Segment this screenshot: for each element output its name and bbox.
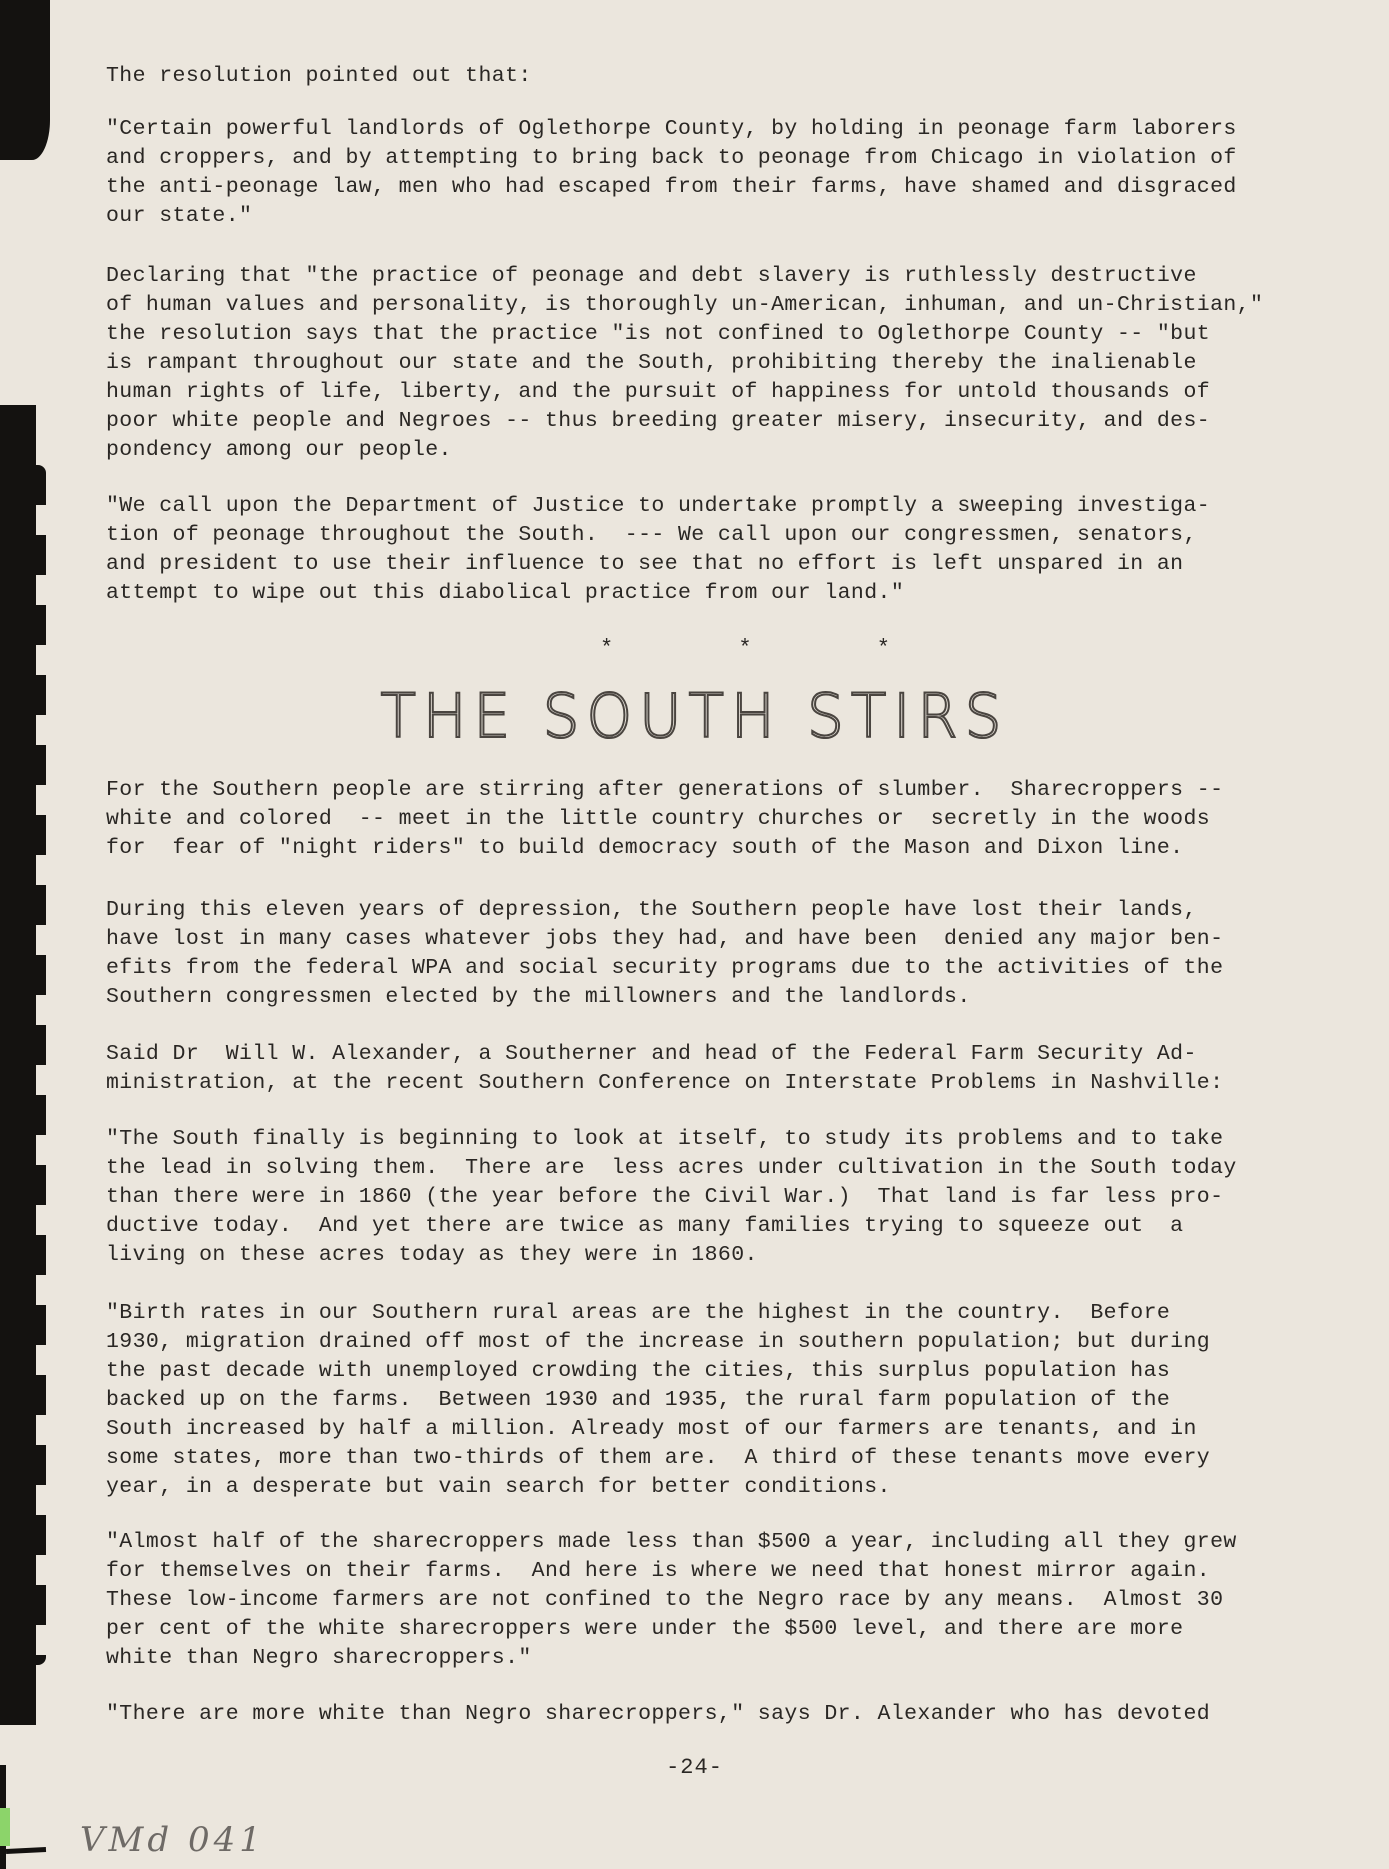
- text-line: have lost in many cases whatever jobs they had, and have been denied any major ben-: [106, 927, 1224, 951]
- paragraph-intro: [106, 62, 1346, 91]
- text-line: is rampant throughout our state and the South, prohibiting thereby the inalienable: [106, 351, 1197, 375]
- section-separator: [600, 636, 890, 661]
- section-headline: THE SOUTH STIRS: [380, 680, 1009, 752]
- text-line: For the Southern people are stirring after generations of slumber. Sharecroppers --: [106, 778, 1224, 802]
- text-line: living on these acres today as they were in 1860.: [106, 1243, 758, 1267]
- paragraph-depression: [106, 896, 1346, 1012]
- text-line: efits from the federal WPA and social security programs due to the activities of the: [106, 956, 1224, 980]
- text-line: Said Dr Will W. Alexander, a Southerner and head of the Federal Farm Security Ad-: [106, 1042, 1197, 1066]
- paragraph-alexander-intro: [106, 1040, 1346, 1098]
- text-line: pondency among our people.: [106, 438, 452, 462]
- text-line: the resolution says that the practice "is not confined to Oglethorpe County -- "but: [106, 322, 1211, 346]
- paragraph-south-looks: [106, 1125, 1346, 1270]
- text-line: year, in a desperate but vain search for better conditions.: [106, 1475, 891, 1499]
- paragraph-more-white: [106, 1700, 1346, 1729]
- separator-star: *: [876, 636, 890, 661]
- paragraph-sharecroppers-income: [106, 1528, 1346, 1673]
- text-line: and croppers, and by attempting to bring back to peonage from Chicago in violation of: [106, 146, 1237, 170]
- text-line: "We call upon the Department of Justice to undertake promptly a sweeping investiga-: [106, 494, 1211, 518]
- text-line: These low-income farmers are not confined to the Negro race by any means. Almost 30: [106, 1588, 1224, 1612]
- text-line: "There are more white than Negro sharecroppers," says Dr. Alexander who has devoted: [106, 1702, 1211, 1726]
- text-line: The resolution pointed out that:: [106, 64, 532, 88]
- paragraph-quote-resolution: [106, 115, 1346, 231]
- text-line: poor white people and Negroes -- thus breeding greater misery, insecurity, and des-: [106, 409, 1211, 433]
- text-line: the past decade with unemployed crowding the cities, this surplus population has: [106, 1359, 1171, 1383]
- torn-edge-middle: [0, 405, 36, 1725]
- text-line: for fear of "night riders" to build democracy south of the Mason and Dixon line.: [106, 836, 1184, 860]
- text-line: than there were in 1860 (the year before the Civil War.) That land is far less pro-: [106, 1185, 1224, 1209]
- text-line: backed up on the farms. Between 1930 and 1935, the rural farm population of the: [106, 1388, 1171, 1412]
- text-line: tion of peonage throughout the South. --- We call upon our congressmen, senators,: [106, 523, 1197, 547]
- text-line: some states, more than two-thirds of them are. A third of these tenants move every: [106, 1446, 1211, 1470]
- separator-star: *: [738, 636, 752, 661]
- paragraph-call-upon: [106, 492, 1346, 608]
- text-line: of human values and personality, is thoroughly un-American, inhuman, and un-Christian,": [106, 293, 1264, 317]
- text-line: ductive today. And yet there are twice as many families trying to squeeze out a: [106, 1214, 1184, 1238]
- text-line: white than Negro sharecroppers.": [106, 1646, 532, 1670]
- paragraph-declaring: [106, 262, 1346, 465]
- text-line: During this eleven years of depression, the Southern people have lost their lands,: [106, 898, 1197, 922]
- text-line: "Certain powerful landlords of Oglethorpe County, by holding in peonage farm laborers: [106, 117, 1237, 141]
- text-line: South increased by half a million. Already most of our farmers are tenants, and in: [106, 1417, 1197, 1441]
- text-line: white and colored -- meet in the little country churches or secretly in the woods: [106, 807, 1211, 831]
- text-line: Southern congressmen elected by the millowners and the landlords.: [106, 985, 971, 1009]
- text-line: our state.": [106, 204, 253, 228]
- page-number: -24-: [666, 1755, 723, 1780]
- handwritten-archive-note: VMd 041: [80, 1820, 265, 1860]
- text-line: the anti-peonage law, men who had escaped from their farms, have shamed and disgraced: [106, 175, 1237, 199]
- separator-star: *: [600, 636, 614, 661]
- text-line: 1930, migration drained off most of the increase in southern population; but during: [106, 1330, 1211, 1354]
- text-line: ministration, at the recent Southern Conference on Interstate Problems in Nashville:: [106, 1071, 1224, 1095]
- paragraph-southern-people: [106, 776, 1346, 863]
- text-line: Declaring that "the practice of peonage and debt slavery is ruthlessly destructive: [106, 264, 1197, 288]
- text-line: the lead in solving them. There are less acres under cultivation in the South today: [106, 1156, 1237, 1180]
- paragraph-birth-rates: [106, 1299, 1346, 1502]
- text-line: for themselves on their farms. And here is where we need that honest mirror again.: [106, 1559, 1211, 1583]
- text-line: "Birth rates in our Southern rural areas are the highest in the country. Before: [106, 1301, 1171, 1325]
- text-line: human rights of life, liberty, and the pursuit of happiness for untold thousands of: [106, 380, 1211, 404]
- text-line: per cent of the white sharecroppers were under the $500 level, and there are more: [106, 1617, 1184, 1641]
- text-line: attempt to wipe out this diabolical practice from our land.": [106, 581, 905, 605]
- edge-fragment: [6, 1847, 46, 1854]
- text-line: "Almost half of the sharecroppers made less than $500 a year, including all they grew: [106, 1530, 1237, 1554]
- torn-edge-top: [0, 0, 50, 160]
- text-line: "The South finally is beginning to look at itself, to study its problems and to take: [106, 1127, 1224, 1151]
- text-line: and president to use their influence to see that no effort is left unspared in an: [106, 552, 1184, 576]
- color-tab-marker: [0, 1808, 10, 1846]
